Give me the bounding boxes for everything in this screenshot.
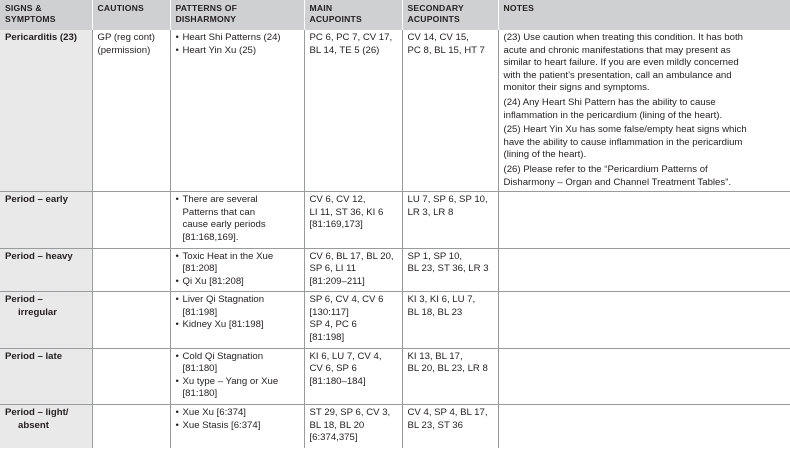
sign-cell: Pericarditis (23)	[0, 30, 92, 192]
cautions-cell	[92, 248, 170, 292]
main-acupoints-cell: PC 6, PC 7, CV 17, BL 14, TE 5 (26)	[304, 30, 402, 192]
note-paragraph: (24) Any Heart Shi Pattern has the ability to cause inflammation in the pericardium (lining of the heart).	[503, 96, 723, 121]
sign-cell: Period – early	[0, 192, 92, 248]
cautions-cell	[92, 292, 170, 348]
header-cautions: CAUTIONS	[92, 0, 170, 30]
header-row	[0, 0, 790, 30]
pattern-item: • Qi Xu [81:208]	[176, 276, 300, 289]
table-row	[0, 30, 790, 192]
header-main-acupoints: MAIN ACUPOINTS	[304, 0, 402, 30]
secondary-acupoints-cell: CV 4, SP 4, BL 17, BL 23, ST 36	[402, 405, 498, 448]
notes-cell	[498, 405, 790, 448]
cautions-cell: GP (reg cont) (permission)	[92, 30, 170, 192]
sign-cell: Period – late	[0, 348, 92, 404]
pattern-item: • Heart Yin Xu (25)	[176, 45, 300, 58]
patterns-cell	[170, 192, 304, 248]
note-paragraph: (26) Please refer to the “Pericardium Patterns of Disharmony – Organ and Channel Treatment Tables”.	[503, 163, 732, 188]
pattern-item: • Kidney Xu [81:198]	[176, 319, 300, 332]
pattern-item: • Xue Stasis [6:374]	[176, 420, 300, 433]
table-row	[0, 348, 790, 404]
pattern-item: • Cold Qi Stagnation [81:180]	[176, 351, 300, 376]
header-patterns: PATTERNS OF DISHARMONY	[170, 0, 304, 30]
main-acupoints-cell: SP 6, CV 4, CV 6 [130:117] SP 4, PC 6 [81:198]	[304, 292, 402, 348]
secondary-acupoints-cell: KI 13, BL 17, BL 20, BL 23, LR 8	[402, 348, 498, 404]
note-paragraph: (25) Heart Yin Xu has some false/empty heat signs which have the ability to cause inflammation in the pericardium (lining of the heart).	[503, 124, 747, 161]
sign-cell: Period – irregular	[0, 292, 92, 348]
secondary-acupoints-cell: CV 14, CV 15, PC 8, BL 15, HT 7	[402, 30, 498, 192]
header-signs-symptoms: SIGNS & SYMPTOMS	[0, 0, 92, 30]
main-acupoints-cell: ST 29, SP 6, CV 3, BL 18, BL 20 [6:374,375]	[304, 405, 402, 448]
patterns-cell	[170, 248, 304, 292]
notes-cell	[498, 30, 790, 192]
main-acupoints-cell: KI 6, LU 7, CV 4, CV 6, SP 6 [81:180–184]	[304, 348, 402, 404]
cautions-cell	[92, 405, 170, 448]
notes-cell	[498, 292, 790, 348]
header-notes: NOTES	[498, 0, 790, 30]
sign-cell: Period – light/ absent	[0, 405, 92, 448]
secondary-acupoints-cell: KI 3, KI 6, LU 7, BL 18, BL 23	[402, 292, 498, 348]
table-row	[0, 248, 790, 292]
notes-cell	[498, 348, 790, 404]
table-row	[0, 192, 790, 248]
pattern-item: • Toxic Heat in the Xue [81:208]	[176, 251, 300, 276]
sign-cell: Period – heavy	[0, 248, 92, 292]
table-row	[0, 405, 790, 448]
patterns-cell	[170, 30, 304, 192]
pattern-item: • Heart Shi Patterns (24)	[176, 32, 300, 45]
pattern-item: • Xue Xu [6:374]	[176, 407, 300, 420]
patterns-cell	[170, 348, 304, 404]
notes-cell	[498, 248, 790, 292]
header-secondary-acupoints: SECONDARY ACUPOINTS	[402, 0, 498, 30]
main-acupoints-cell: CV 6, CV 12, LI 11, ST 36, KI 6 [81:169,173]	[304, 192, 402, 248]
cautions-cell	[92, 192, 170, 248]
patterns-cell	[170, 292, 304, 348]
secondary-acupoints-cell: LU 7, SP 6, SP 10, LR 3, LR 8	[402, 192, 498, 248]
patterns-cell	[170, 405, 304, 448]
notes-cell	[498, 192, 790, 248]
note-paragraph: (23) Use caution when treating this condition. It has both acute and chronic manifestations that may present as similar to heart failure. If you are even mildly concerned with the patient’s presentation, call an ambulance and monitor their signs and symptoms.	[503, 32, 743, 94]
main-acupoints-cell: CV 6, BL 17, BL 20, SP 6, LI 11 [81:209–211]	[304, 248, 402, 292]
pattern-item: • Liver Qi Stagnation [81:198]	[176, 294, 300, 319]
table-row	[0, 292, 790, 348]
cautions-cell	[92, 348, 170, 404]
pattern-item: • Xu type – Yang or Xue [81:180]	[176, 376, 300, 401]
pattern-item: • There are several Patterns that can cause early periods [81:168,169].	[176, 194, 300, 244]
secondary-acupoints-cell: SP 1, SP 10, BL 23, ST 36, LR 3	[402, 248, 498, 292]
